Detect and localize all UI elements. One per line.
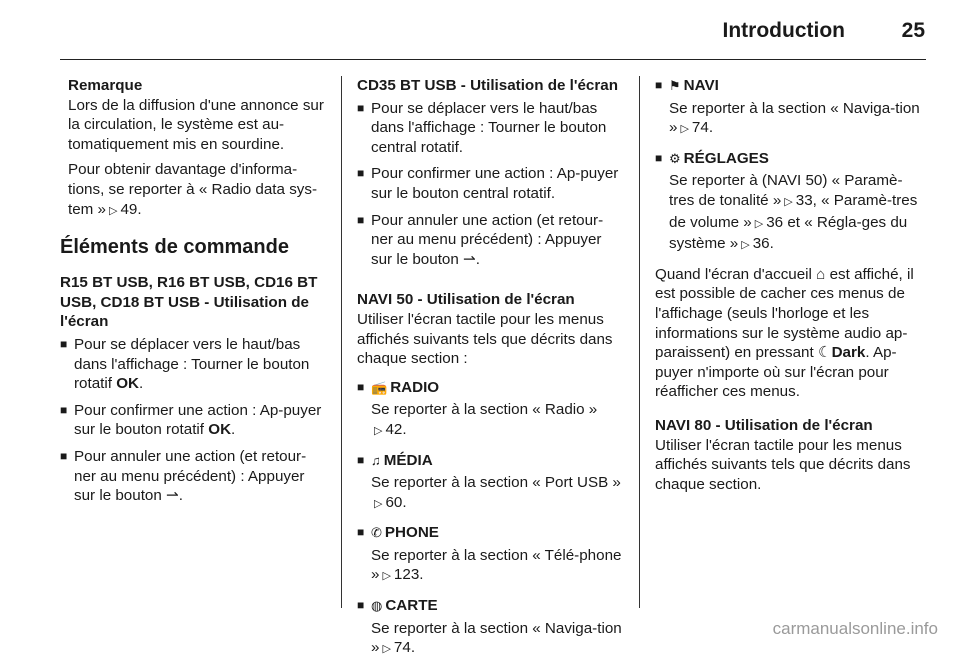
menu-media: ■ ♫ MÉDIA [357,451,433,469]
column-3 [655,76,927,494]
note-paragraph-1: Lors de la diffusion d'une annonce sur la circulation, le système est au-tomatiquement mis en sourdine. [68,96,324,153]
reference-arrow-icon: ▷ [754,217,764,230]
bullet-icon: ■ [357,525,365,540]
menu-reglages: ■ ⚙ RÉGLAGES [655,149,769,167]
column-divider-1 [341,76,342,608]
page-number: 25 [901,19,925,42]
bullet-icon: ■ [655,78,663,92]
globe-icon: ◍ [371,598,383,614]
menu-reglages-desc: Se reporter à (NAVI 50) « Paramè-tres de tonalité » ▷ 33, « Paramè-tres de volume » ▷ 36 et « Régla-ges du système » ▷ 36. [655,171,927,255]
reference-arrow-icon: ▷ [741,239,750,252]
note-box [68,76,328,221]
bullet-icon: ■ [357,100,365,115]
section-title: Éléments de commande [60,236,289,259]
menu-radio: ■ 📻 RADIO [357,378,440,396]
navi80-paragraph: Utiliser l'écran tactile pour les menus affichés suivants tels que décrits dans chaque section. [655,436,911,493]
list-item: ■ Pour annuler une action (et retour-ner au menu précédent) : Appuyer sur le bouton ⇀. [357,211,604,268]
reference-arrow-icon: ▷ [374,497,383,510]
reference-arrow-icon: ▷ [680,123,689,136]
menu-phone: ■ ✆ PHONE [357,524,439,542]
flag-icon: ⚑ [669,78,681,93]
reference-arrow-icon: ▷ [784,195,793,208]
bullet-icon: ■ [357,598,365,613]
reference-arrow-icon: ▷ [382,643,391,656]
list-item: ■ Pour annuler une action (et retour-ner au menu précédent) : Appuyer sur le bouton ⇀. [60,447,307,505]
subheading-r15: R15 BT USB, R16 BT USB, CD16 BT USB, CD18 BT USB - Utilisation de l'écran [60,274,318,331]
bullet-icon: ■ [60,336,68,351]
note-title: Remarque [68,77,143,94]
music-note-icon: ♫ [371,452,381,468]
list-item: ■ Pour se déplacer vers le haut/bas dans l'affichage : Tourner le bouton rotatif OK. [60,335,310,393]
subheading-cd35: CD35 BT USB - Utilisation de l'écran [357,77,619,94]
list-item: ■ Pour confirmer une action : Ap-puyer sur le bouton central rotatif. [357,165,619,202]
menu-radio-desc: Se reporter à la section « Radio » ▷ 42. [357,400,625,441]
menu-navi: ■ ⚑ NAVI [655,77,719,94]
list-item: ■ Pour confirmer une action : Ap-puyer sur le bouton rotatif OK. [60,401,322,439]
menu-carte: ■ ◍ CARTE [357,597,438,615]
home-icon: ⌂ [816,265,826,283]
menu-carte-desc: Se reporter à la section « Naviga-tion » ▷ 74. [357,619,625,660]
moon-icon: ☾ [817,344,832,362]
gear-icon: ⚙ [669,150,681,166]
back-button-icon: ⇀ [463,250,476,268]
phone-icon: ✆ [371,525,382,541]
bullet-icon: ■ [357,166,365,181]
header-divider [60,59,926,60]
subheading-navi50: NAVI 50 - Utilisation de l'écran [357,291,575,309]
bullet-icon: ■ [357,379,365,394]
menu-media-desc: Se reporter à la section « Port USB »▷ 60. [357,473,625,514]
subheading-navi80: NAVI 80 - Utilisation de l'écran [655,416,873,434]
column-divider-2 [639,76,640,608]
reference-arrow-icon: ▷ [374,424,383,437]
note-p2-ref: 49. [120,200,142,218]
back-button-icon: ⇀ [166,487,179,505]
radio-icon: 📻 [371,379,388,395]
navi50-intro: Utiliser l'écran tactile pour les menus affichés suivants tels que décrits dans chaque section : [357,310,613,368]
note-p2-text: Pour obtenir davantage d'informa-tions, se reporter à « Radio data sys-tem » [68,161,318,218]
reference-arrow-icon: ▷ [108,204,118,217]
menu-phone-desc: Se reporter à la section « Télé-phone » ▷ 123. [357,546,625,587]
list-item: ■ Pour se déplacer vers le haut/bas dans l'affichage : Tourner le bouton central rotatif. [357,99,607,156]
bullet-icon: ■ [357,452,365,467]
watermark: carmanualsonline.info [772,619,938,638]
page-header-title: Introduction [722,19,845,42]
dark-mode-paragraph: Quand l'écran d'accueil ⌂ est affiché, il est possible de cacher ces menus de l'affichage (seuls l'horloge et les informations sur le système audio ap-paraissent) en pressant ☾Dark. Ap-puyer n'importe où sur l'écran pour réafficher ces menus. [655,265,914,401]
note-paragraph-2 [68,160,328,221]
bullet-icon: ■ [60,448,68,463]
reference-arrow-icon: ▷ [382,570,391,583]
column-1 [60,76,328,513]
column-2 [357,76,625,669]
bullet-icon: ■ [60,402,68,417]
bullet-icon: ■ [357,212,365,227]
menu-navi-desc: Se reporter à la section « Naviga-tion » ▷ 74. [655,99,927,140]
bullet-icon: ■ [655,150,663,165]
